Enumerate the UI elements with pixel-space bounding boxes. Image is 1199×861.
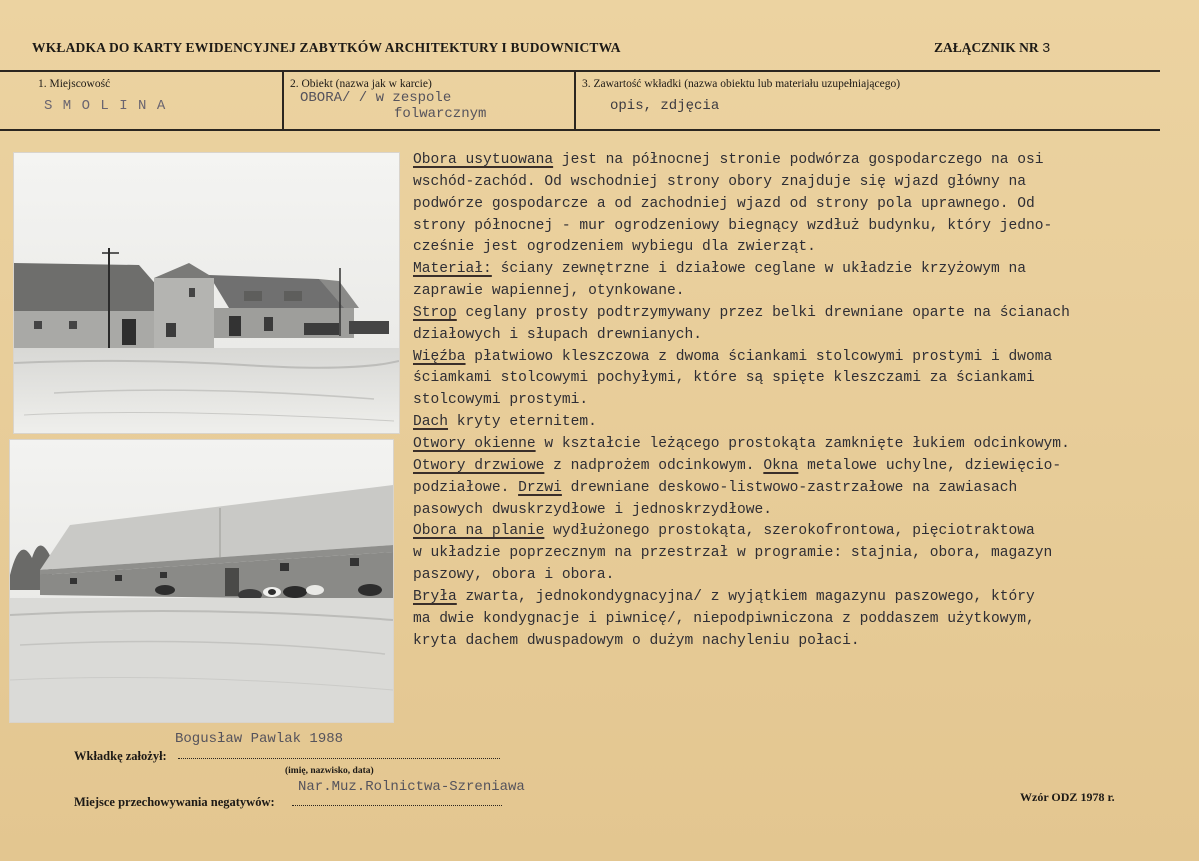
- desc-line: [413, 456, 1199, 478]
- desc-line: [413, 521, 1199, 543]
- desc-span: kryty eternitem.: [448, 414, 597, 431]
- desc-span: podziałowe.: [413, 479, 519, 496]
- desc-line: [413, 347, 1199, 369]
- desc-line: kryta dachem dwuspadowym o dużym nachyleniu połaci.: [413, 632, 860, 649]
- desc-heading-location: Obora usytuowana: [413, 152, 554, 168]
- desc-heading-window-frames: Okna: [763, 457, 799, 474]
- desc-span: płatwiowo kleszczowa z dwoma ściankami stolcowymi prostymi i dwoma: [465, 348, 1053, 365]
- author-hint: (imię, nazwisko, data): [285, 766, 374, 776]
- desc-span: w kształcie leżącego prostokąta zamknięte łukiem odcinkowym.: [535, 435, 1070, 452]
- desc-line: [413, 303, 1199, 325]
- field-divider-2: [574, 71, 576, 129]
- desc-heading-plan: Obora na planie: [413, 523, 545, 540]
- header-rule: [0, 70, 1160, 72]
- desc-heading-ceiling: Strop: [413, 304, 457, 321]
- desc-line: [413, 478, 1199, 500]
- object-value-line2: folwarcznym: [394, 106, 487, 122]
- description-text: [413, 150, 1199, 652]
- card-title: WKŁADKA DO KARTY EWIDENCYJNEJ ZABYTKÓW ARCHITEKTURY I BUDOWNICTWA: [32, 40, 621, 55]
- storage-dotted-line: [292, 805, 502, 806]
- desc-heading-material: Materiał:: [413, 261, 492, 278]
- desc-line: podwórze gospodarcze a od zachodniej wjazd od strony pola uprawnego. Od: [413, 195, 1035, 212]
- author-value: Bogusław Pawlak 1988: [175, 731, 344, 747]
- desc-line: działowych i słupach drewnianych.: [413, 326, 703, 343]
- desc-line: ściamkami stolcowymi pochyłymi, które są spięte kleszczami za ściankami: [413, 370, 1035, 387]
- desc-heading-truss: Więźba: [413, 348, 466, 365]
- photo-cowshed: [9, 439, 394, 723]
- object-value-line1: OBORA/ / w zespole: [300, 90, 452, 106]
- author-label: Wkładkę założył:: [74, 749, 167, 763]
- fields-rule: [0, 129, 1160, 131]
- author-dotted-line: [178, 758, 500, 759]
- desc-line: [413, 259, 1199, 281]
- form-id: Wzór ODZ 1978 r.: [1020, 790, 1115, 804]
- desc-span: z nadprożem odcinkowym.: [544, 457, 764, 474]
- photo-courtyard-image: [14, 153, 399, 433]
- desc-line: ma dwie kondygnacje i piwnicę/, niepodpiwniczona z poddaszem użytkowym,: [413, 610, 1035, 627]
- desc-span: wydłużonego prostokąta, szerokofrontowa, pięciotraktowa: [544, 523, 1035, 540]
- content-label: 3. Zawartość wkładki (nazwa obiektu lub materiału uzupełniającego): [582, 78, 901, 90]
- desc-line: zaprawie wapiennej, otynkowane.: [413, 283, 685, 300]
- photo-courtyard: [13, 152, 400, 434]
- desc-line: pasowych dwuskrzydłowe i jednoskrzydłowe.: [413, 501, 773, 518]
- desc-heading-door-openings: Otwory drzwiowe: [413, 457, 545, 474]
- desc-line: [413, 150, 1199, 172]
- desc-line: w układzie poprzecznym na przestrzał w programie: stajnia, obora, magazyn: [413, 545, 1053, 562]
- photo-cowshed-image: [10, 440, 393, 722]
- desc-span: metalowe uchylne, dziewięcio-: [798, 457, 1062, 474]
- storage-label: Miejsce przechowywania negatywów:: [74, 795, 275, 809]
- desc-heading-roof: Dach: [413, 414, 449, 431]
- desc-line: cześnie jest ogrodzeniem wybiegu dla zwierząt.: [413, 239, 816, 256]
- field-divider-1: [282, 71, 284, 129]
- desc-span: zwarta, jednokondygnacyjna/ z wyjątkiem magazynu paszowego, który: [456, 588, 1035, 605]
- storage-value: Nar.Muz.Rolnictwa-Szreniawa: [298, 779, 525, 795]
- desc-line: paszowy, obora i obora.: [413, 567, 615, 584]
- place-label: 1. Miejscowość: [38, 78, 111, 90]
- desc-line: stolcowymi prostymi.: [413, 392, 589, 409]
- desc-span: ceglany prosty podtrzymywany przez belki drewniane oparte na ścianach: [456, 304, 1070, 321]
- annex-label-text: ZAŁĄCZNIK NR: [934, 40, 1039, 55]
- desc-line: [413, 434, 1199, 456]
- desc-span: drewniane deskowo-listwowo-zastrzałowe na zawiasach: [561, 479, 1018, 496]
- desc-line: strony północnej - mur ogrodzeniowy biegnący wzdłuż budynku, który jedno-: [413, 217, 1053, 234]
- content-value: opis, zdjęcia: [610, 98, 720, 114]
- desc-span: jest na północnej stronie podwórza gospodarczego na osi: [553, 152, 1044, 168]
- annex-number: 3: [1042, 41, 1051, 57]
- object-label: 2. Obiekt (nazwa jak w karcie): [290, 78, 432, 90]
- desc-line: wschód-zachód. Od wschodniej strony obory znajduje się wjazd główny na: [413, 173, 1027, 190]
- place-value: S M O L I N A: [44, 98, 167, 114]
- desc-heading-doors: Drzwi: [518, 479, 562, 496]
- annex-label: [934, 40, 1050, 57]
- desc-heading-windows: Otwory okienne: [413, 435, 536, 452]
- desc-line: [413, 412, 1199, 434]
- desc-span: ściany zewnętrzne i działowe ceglane w układzie krzyżowym na: [491, 261, 1027, 278]
- desc-line: [413, 587, 1199, 609]
- desc-heading-massing: Bryła: [413, 588, 457, 605]
